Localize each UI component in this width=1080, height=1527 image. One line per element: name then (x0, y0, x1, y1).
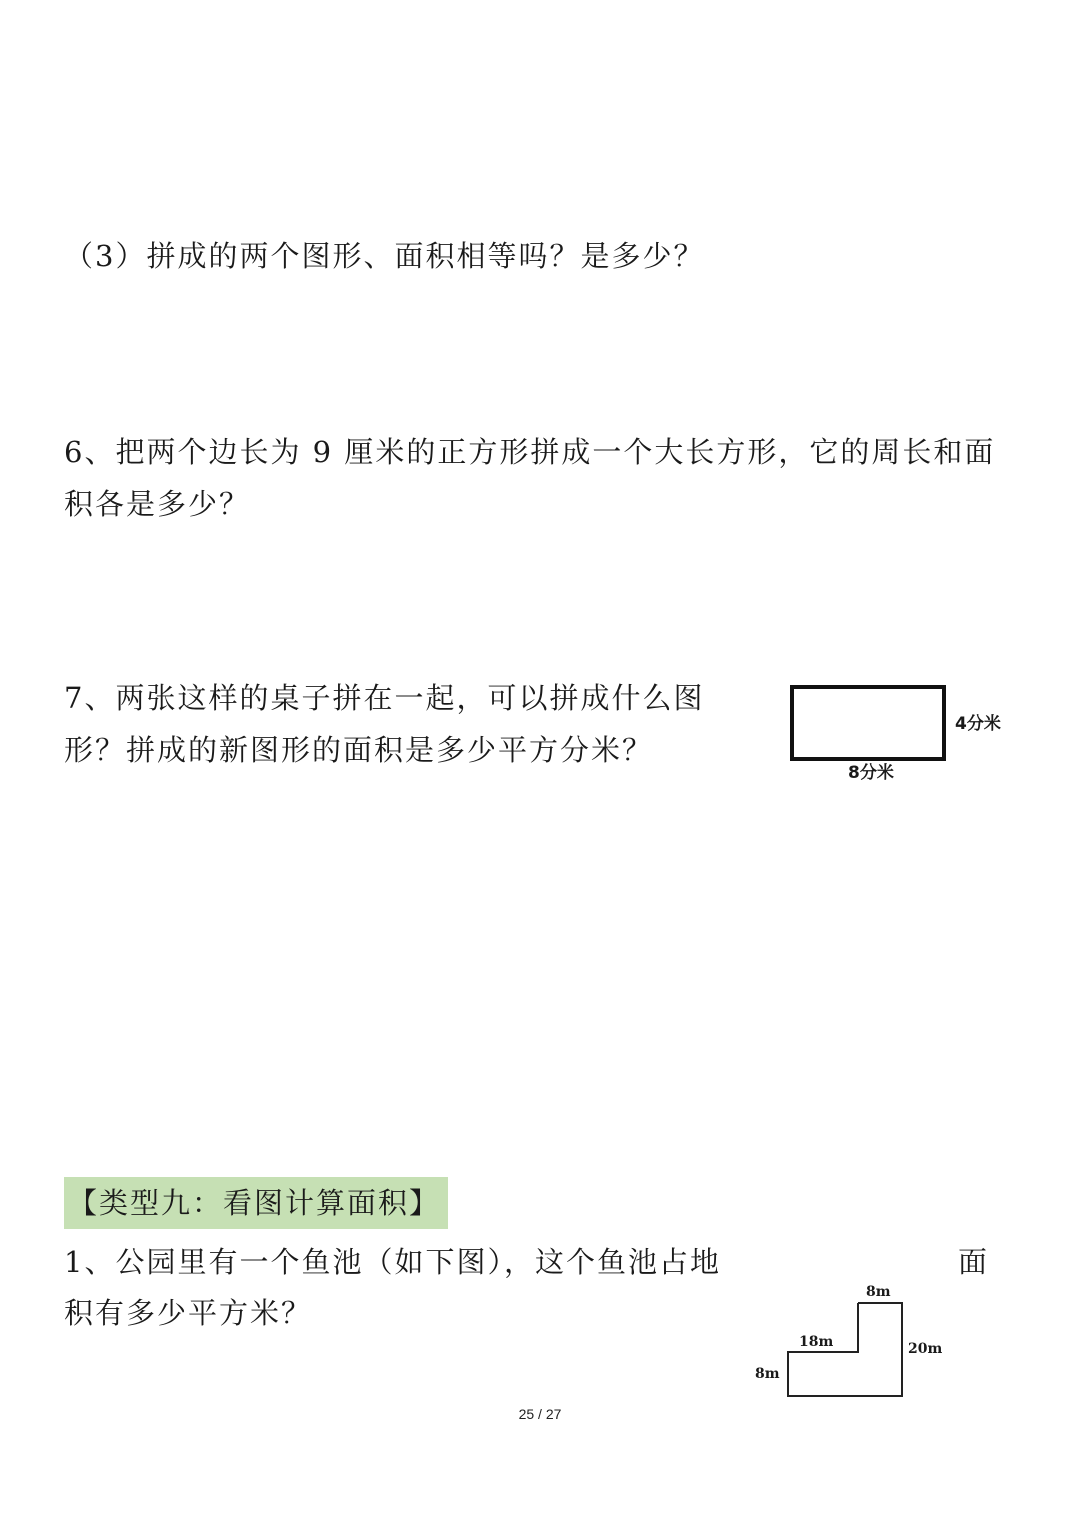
pond-right-height-label: 20m (908, 1341, 943, 1357)
s9-question-1-line-2: 积有多少平方米？ (64, 1296, 313, 1330)
table-rectangle-figure (790, 685, 946, 761)
question-6-line-2: 积各是多少？ (64, 487, 251, 521)
question-7-line-2: 形？拼成的新图形的面积是多少平方分米？ (64, 733, 654, 767)
page-number: 25 / 27 (518, 1406, 562, 1422)
pond-top-width-label: 8m (866, 1284, 891, 1300)
pond-left-height-label: 8m (755, 1366, 780, 1382)
s9-question-1-line-1: 1、公园里有一个鱼池（如下图），这个鱼池占地 (64, 1245, 721, 1279)
question-3-sub: （3）拼成的两个图形、面积相等吗？是多少？ (64, 239, 705, 273)
section-heading: 【类型九：看图计算面积】 (64, 1177, 448, 1229)
pond-step-width-label: 18m (799, 1334, 834, 1350)
table-height-label: 4分米 (955, 714, 1001, 734)
s9-question-1-line-1-tail: 面 (958, 1245, 990, 1279)
question-6-line-1: 6、把两个边长为 9 厘米的正方形拼成一个大长方形，它的周长和面 (64, 435, 996, 469)
question-7-line-1: 7、两张这样的桌子拼在一起，可以拼成什么图 (64, 681, 705, 715)
table-width-label: 8分米 (848, 763, 894, 783)
